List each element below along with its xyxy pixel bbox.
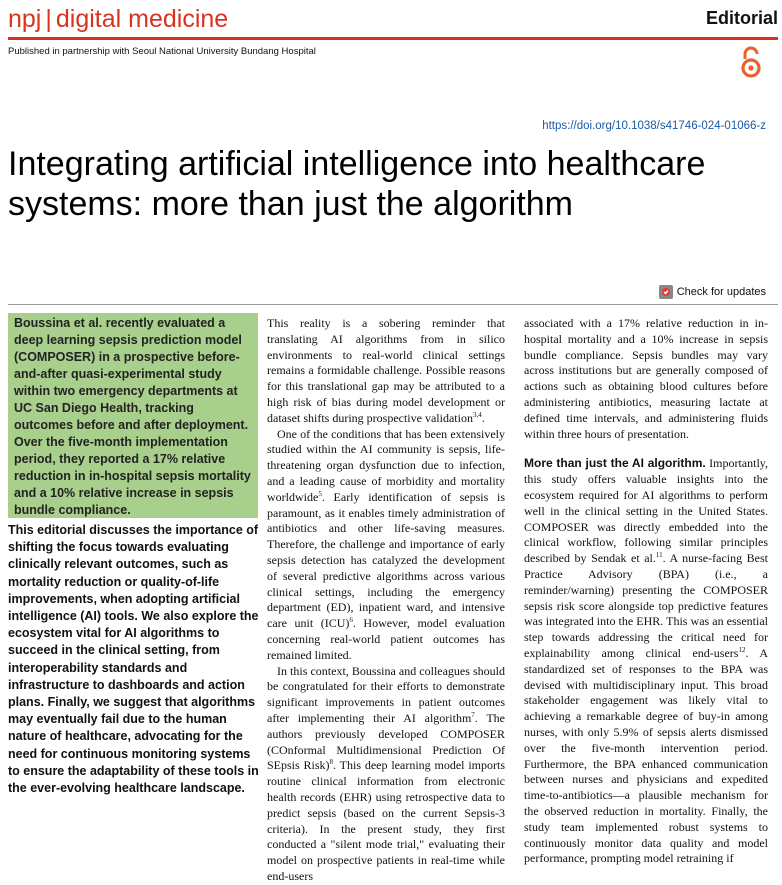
paragraph: In this context, Boussina and colleagues should be congratulated for their efforts to demonstrate significant improvements in patient outcomes after implementing their AI algorithm$^7$. The authors previously developed COMPOSER (COnformal Multidimensional Prediction Of SEpsis Risk)$^8$. This deep learning model imports routine clinical information from electronic health records (EHR) using retrospective data to predict sepsis (based on the current Sepsis-3 criteria). In the present study, they first conducted a "silent mode trial," evaluating their model on prospective patients in real-time while end-users — [267, 663, 505, 883]
paragraph: associated with a 17% relative reduction in in-hospital mortality and a 10% increase in sepsis bundle compliance. Sepsis bundles may vary across institutions but are generally composed of actions such as obtaining blood cultures before administering antibiotics, measuring lactate at defined time intervals, and administering fluids within three hours of presentation. — [524, 316, 768, 441]
journal-name: digital medicine — [55, 5, 229, 33]
article-title: Integrating artificial intelligence into healthcare systems: more than just the algorithm — [8, 145, 706, 223]
check-updates-icon — [659, 285, 673, 299]
section-heading: More than just the AI algorithm. — [524, 456, 706, 471]
open-access-icon[interactable] — [739, 45, 763, 81]
abstract-box: Boussina et al. recently evaluated a deep learning sepsis prediction model (COMPOSER) in a prospective before-and-after quasi-experimental study within two emergency departments at UC San Diego Health, tracking outcomes before and after deployment. Over the five-month implementation period, they reported a 17% relative reduction in in-hospital sepsis mortality and a 10% relative increase in sepsis bundle compliance. — [8, 313, 258, 518]
paragraph: This reality is a sobering reminder that translating AI algorithms from in silico environments to real-world clinical settings remains a formidable challenge. Possible reasons for this translational gap may be attributed to a high risk of bias during model development or dataset shifts during prospective validation$^{3,4}$. — [267, 316, 505, 425]
paragraph: One of the conditions that has been extensively studied within the AI community is sepsis, life-threatening organ dysfunction due to infection, and a leading cause of morbidity and mortality worldwide$^5$. Early identification of sepsis is paramount, as it enables timely administration of antibiotics and other life-saving measures. Therefore, the challenge and importance of early sepsis detection has catalyzed the development of several predictive algorithms across various clinical settings, including the emergency department (ED), inpatient ward, and intensive care unit (ICU)$^6$. However, model evaluation concerning real-world patient outcomes has remained limited. — [267, 426, 505, 662]
editorial-summary: This editorial discusses the importance of shifting the focus towards evaluating clinically relevant outcomes, such as mortality reduction or quality-of-life improvements, when adopting artificial intelligence (AI) tools. We also explore the ecosystem vital for AI algorithms to succeed in the clinical setting, from interoperability standards and infrastructure to dashboards and action plans. Finally, we suggest that algorithms may eventually fail due to the human nature of healthcare, advocating for the need for continuous monitoring systems to ensure the adaptability of these tools in the ever-evolving healthcare landscape. — [8, 523, 259, 796]
journal-separator: | — [45, 5, 52, 33]
journal-prefix: npj — [8, 5, 42, 33]
paragraph: More than just the AI algorithm. Importantly, this study offers valuable insights into the ecosystem required for AI algorithms to perform well in the clinical setting in the United States. COMPOSER was directly embedded into the clinical workflow, following similar principles described by Sendak et al.$^{11}$. A nurse-facing Best Practice Advisory (BPA) (i.e., a reminder/warning) presenting the COMPOSER sepsis risk score alongside top predictive features was integrated into the EHR. This was an essential step towards addressing the critical need for explainability among clinical end-users$^{12}$. A standardized set of responses to the BPA was devised with multidisciplinary input. This broad stakeholder engagement was likely vital to achieving a remarkable degree of buy-in among nurses, with only 5.9% of sepsis alerts dismissed over the five-month intervention period. Furthermore, the BPA enhanced communication between nurses and physicians and expedited time-to-antibiotics—a plausible mechanism for the observed reduction in mortality. Finally, the study team implemented robust systems to continuously monitor data quality and model performance, prompting model retraining if — [524, 456, 769, 866]
article-type: Editorial — [705, 8, 778, 28]
check-updates-label: Check for updates — [676, 286, 766, 298]
body-column-right — [524, 316, 768, 867]
journal-brand[interactable] — [8, 4, 228, 34]
body-column-middle — [267, 316, 505, 885]
journal-header — [8, 4, 778, 36]
partner-text: Published in partnership with Seoul National University Bundang Hospital — [8, 46, 316, 57]
doi-link[interactable]: https://doi.org/10.1038/s41746-024-01066-z — [542, 120, 766, 132]
header-rule — [8, 37, 778, 40]
content-divider — [8, 304, 778, 305]
check-updates-button[interactable] — [659, 285, 766, 299]
